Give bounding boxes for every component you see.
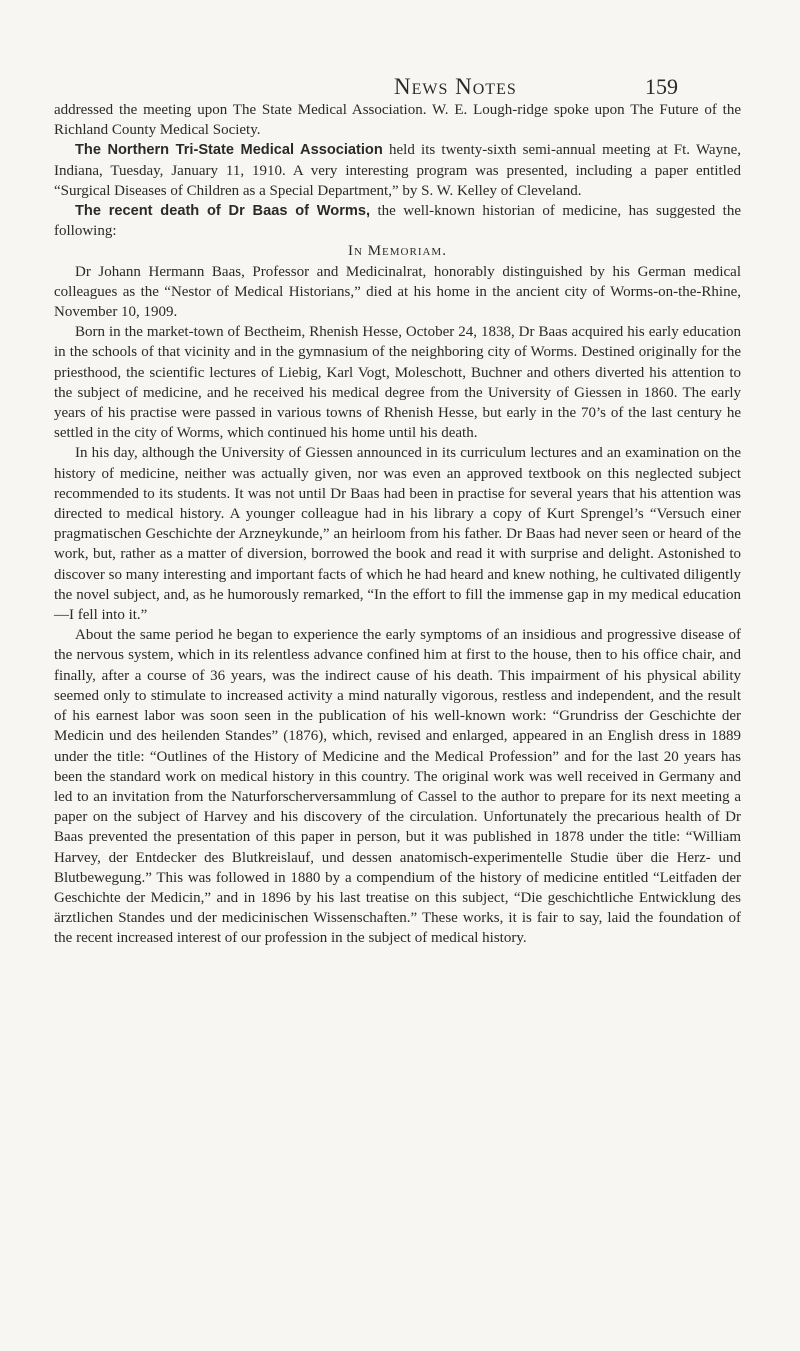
paragraph: In his day, although the University of Giessen announced in its curriculum lectures and an examination on the history of medicine, neither was actually given, nor was even an approved textbook on this neglected subject recommended to its students. It was not until Dr Baas had been in practise for several years that his attention was directed to medical history. A younger colleague had in his library a copy of Kurt Sprengel’s “Versuch einer pragmatischen Geschichte der Arzneykunde,” an heirloom from his father. Dr Baas had never seen or heard of the work, but, rather as a matter of diversion, borrowed the book and read it with surprise and delight. Astonished to discover so many interesting and important facts of which he had heard and knew nothing, he cultivated diligently the novel subject, and, as he humorously remarked, “In the effort to fill the immense gap in my medical education—I fell into it.” bbox=[54, 445, 741, 624]
body-text bbox=[54, 100, 741, 949]
paragraph-baas-death bbox=[54, 201, 741, 241]
paragraph-continued: addressed the meeting upon The State Medical Association. W. E. Lough-ridge spoke upon The Future of the Richland County Medical Society. bbox=[54, 102, 741, 139]
paragraph: About the same period he began to experience the early symptoms of an insidious and progressive disease of the nervous system, which in its relentless advance confined him at first to the house, then to his office chair, and finally, after a course of 36 years, was the indirect cause of his death. This impairment of his physical ability seemed only to stimulate to increased activity a mind naturally vigorous, restless and independent, and the result of his earnest labor was soon seen in the publication of his well-known work: “Grundriss der Geschichte der Medicin und des heilenden Standes” (1876), which, revised and enlarged, appeared in an English dress in 1889 under the title: “Outlines of the History of Medicine and the Medical Profession” and for the last 20 years has been the standard work on medical history in this country. The original work was well received in Germany and led to an invitation from the Naturforscherversammlung of Cassel to the author to prepare for its next meeting a paper on the subject of Harvey and his discovery of the circulation. Unfortunately the precarious health of Dr Baas prevented the presentation of this paper in person, but it was published in 1878 under the title: “William Harvey, der Entdecker des Blutkreislauf, und dessen anatomisch-experimentelle Studie über die Herz- und Blutbewegung.” This was followed in 1880 by a compendium of the history of medicine entitled “Leitfaden der Geschichte der Medicin,” and in 1896 by his last treatise on this subject, “Die geschichtliche Entwicklung des ärztlichen Standes und der medicinischen Wissenschaften.” These works, it is fair to say, laid the foundation of the recent increased interest of our profession in the subject of medical history. bbox=[54, 627, 741, 947]
paragraph-lead: The Northern Tri-State Medical Association bbox=[75, 142, 383, 159]
paragraph-body: the well-known historian of medicine, has suggested the following: bbox=[54, 203, 741, 240]
paragraph-lead: The recent death of Dr Baas of Worms, bbox=[75, 203, 371, 220]
section-heading: In Memoriam. bbox=[348, 243, 447, 260]
paragraph: Dr Johann Hermann Baas, Professor and Medicinalrat, honorably distinguished by his German medical colleagues as the “Nestor of Medical Historians,” died at his home in the ancient city of Worms-on-the-Rhine, November 10, 1909. bbox=[54, 263, 741, 321]
page bbox=[54, 74, 741, 949]
running-head-title: News Notes bbox=[394, 74, 517, 99]
page-number: 159 bbox=[645, 74, 678, 99]
paragraph-tri-state bbox=[54, 140, 741, 201]
paragraph-body: held its twenty-sixth semi-annual meeting at Ft. Wayne, Indiana, Tuesday, January 11, 1910. A very interesting program was presented, including a paper entitled “Surgical Diseases of Children as a Special Department,” by S. W. Kelley of Cleveland. bbox=[54, 142, 741, 199]
running-head bbox=[54, 74, 741, 98]
paragraph: Born in the market-town of Bectheim, Rhenish Hesse, October 24, 1838, Dr Baas acquired his early education in the schools of that vicinity and in the gymnasium of the neighboring city of Worms. Destined originally for the priesthood, the scientific lectures of Liebig, Karl Vogt, Moleschott, Buchner and others diverted his attention to the subject of medicine, and he received his medical degree from the University of Giessen in 1860. The early years of his practise were passed in various towns of Rhenish Hesse, but early in the 70’s of the last century he settled in the city of Worms, which continued his home until his death. bbox=[54, 324, 741, 442]
